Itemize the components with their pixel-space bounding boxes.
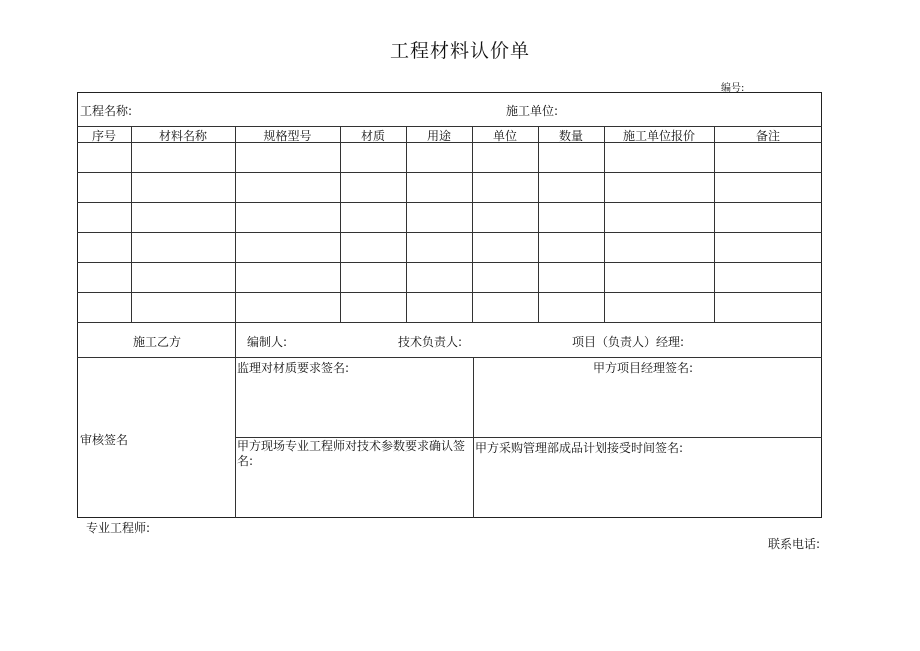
table-row[interactable] — [78, 143, 821, 172]
column-header-spec: 规格型号 — [263, 129, 312, 143]
column-header-seq: 序号 — [91, 129, 116, 143]
prepared-by-label: 编制人: — [247, 335, 288, 349]
engineer-label: 专业工程师: — [86, 521, 151, 535]
column-header-material-name: 材料名称 — [158, 129, 207, 143]
serial-number-label: 编号: — [721, 83, 745, 94]
column-header-usage: 用途 — [426, 129, 451, 143]
supervisor-signature-label: 监理对材质要求签名: — [237, 361, 350, 375]
owner-pm-signature-label: 甲方项目经理签名: — [593, 361, 694, 375]
table-row[interactable] — [78, 293, 821, 322]
column-header-quote: 施工单位报价 — [622, 129, 695, 143]
table-row[interactable] — [78, 173, 821, 202]
project-name-label: 工程名称: — [80, 104, 133, 118]
contractor-label: 施工乙方 — [133, 335, 182, 349]
document-title: 工程材料认价单 — [389, 40, 530, 62]
technical-lead-label: 技术负责人: — [398, 335, 463, 349]
grid-line — [473, 357, 474, 518]
phone-label: 联系电话: — [768, 537, 821, 551]
table-row[interactable] — [78, 233, 821, 262]
table-row[interactable] — [78, 203, 821, 232]
column-header-unit: 单位 — [492, 129, 517, 143]
column-header-material: 材质 — [360, 129, 385, 143]
grid-line — [77, 322, 822, 323]
column-header-remarks: 备注 — [755, 129, 780, 143]
review-signature-label: 审核签名 — [80, 433, 129, 447]
grid-line — [235, 437, 822, 438]
owner-procurement-signature-label: 甲方采购管理部成品计划接受时间签名: — [475, 441, 684, 455]
column-header-quantity: 数量 — [558, 129, 583, 143]
table-row[interactable] — [78, 263, 821, 292]
construction-unit-label: 施工单位: — [506, 104, 559, 118]
owner-engineer-signature-label: 甲方现场专业工程师对技术参数要求确认签名: — [237, 439, 466, 468]
project-manager-label: 项目（负责人）经理: — [572, 335, 685, 349]
grid-line — [77, 357, 822, 358]
